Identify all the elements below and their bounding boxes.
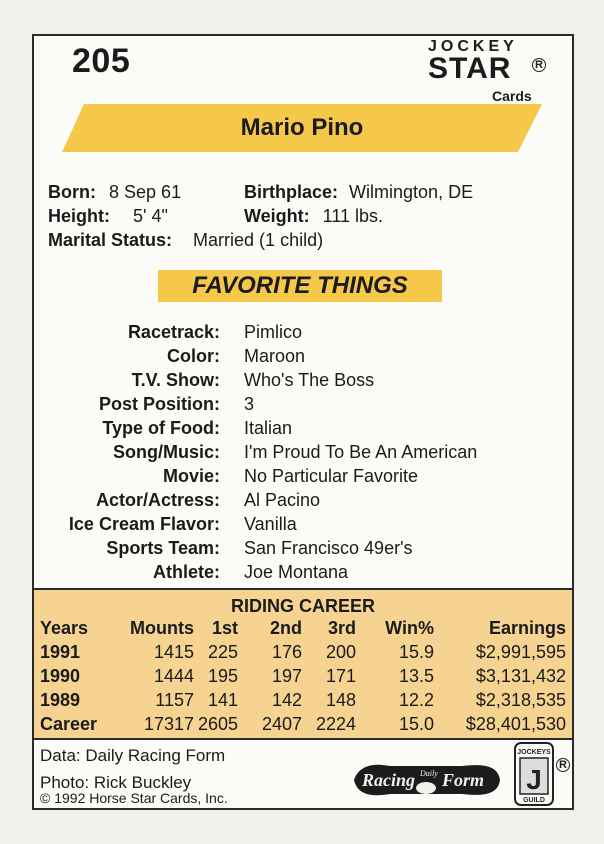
favorite-label: Actor/Actress: [95,490,220,510]
weight-label: Weight: [244,206,310,226]
cell-year: 1990 [40,666,81,686]
guild-letter: J [526,764,542,795]
photo-credit: Photo: Rick Buckley [40,773,192,792]
cell-mounts: 1157 [155,690,194,710]
cell-earnings: $2,991,595 [475,642,566,662]
favorite-row [34,442,574,466]
drf-logo-small: Daily [420,769,438,778]
card-number: 205 [72,42,131,80]
drf-logo-left: Racing [362,770,416,790]
favorite-value: Pimlico [244,322,303,342]
drf-logo-shape [350,758,502,802]
jockeys-guild-shape [514,742,554,806]
favorites-title: FAVORITE THINGS [192,272,408,299]
career-row-total [34,714,572,738]
logo-star-text: STAR [428,52,512,85]
favorite-value: Italian [244,418,293,438]
guild-top-text: JOCKEYS [517,749,551,756]
jockey-name: Mario Pino [240,114,364,141]
favorite-label: Color: [167,346,220,366]
favorite-label: Athlete: [153,562,220,582]
marital-row [48,228,323,253]
height-value: 5' 4" [133,206,168,226]
header-second: 2nd [269,618,302,638]
cell-second: 176 [271,642,302,662]
cell-earnings: $3,131,432 [475,666,566,686]
favorite-label: Racetrack: [127,322,220,342]
favorite-row [34,418,574,442]
favorite-row [34,394,574,418]
cell-third: 171 [325,666,356,686]
favorite-label: Type of Food: [102,418,220,438]
favorite-value: Who's The Boss [244,370,375,390]
born-row [48,180,181,205]
drf-logo-right: Form [442,770,485,790]
guild-bottom-text: GUILD [523,797,545,804]
favorites-banner [158,270,442,302]
jockeys-guild-logo [514,742,554,806]
favorite-label: Ice Cream Flavor: [68,514,220,534]
birthplace-value: Wilmington, DE [349,182,474,202]
cell-first: 225 [207,642,238,662]
card-back [32,34,574,810]
cell-year: 1991 [40,642,81,662]
born-value: 8 Sep 61 [109,182,182,202]
favorite-label: T.V. Show: [131,370,220,390]
favorite-row [34,466,574,490]
career-header-row [34,618,572,642]
cell-mounts: 1415 [153,642,194,662]
favorite-row [34,370,574,394]
header-third: 3rd [327,618,356,638]
data-credit: Data: Daily Racing Form [40,746,226,765]
name-banner [62,104,542,152]
cell-year: Career [40,714,98,734]
born-label: Born: [48,182,96,202]
cell-second: 142 [271,690,302,710]
cell-first: 2605 [197,714,238,734]
career-title: RIDING CAREER [230,596,375,616]
cell-earnings: $28,401,530 [465,714,566,734]
riding-career-table [34,588,572,740]
header-earnings: Earnings [488,618,566,638]
cell-second: 2407 [261,714,302,734]
header-win-pct: Win% [385,618,434,638]
career-row [34,642,572,666]
cell-mounts: 1444 [153,666,194,686]
favorite-value: 3 [244,394,255,414]
favorite-label: Song/Music: [113,442,220,462]
cell-third: 148 [325,690,356,710]
marital-value: Married (1 child) [193,230,324,250]
height-row [48,204,168,229]
favorite-value: Vanilla [244,514,297,534]
copyright: © 1992 Horse Star Cards, Inc. [40,790,228,806]
favorite-value: Maroon [244,346,306,366]
daily-racing-form-logo [350,758,502,802]
cell-mounts: 17317 [143,714,194,734]
birthplace-label: Birthplace: [244,182,339,202]
header-first: 1st [211,618,238,638]
favorite-row [34,514,574,538]
header-mounts: Mounts [130,618,194,638]
favorite-value: San Francisco 49er's [244,538,413,558]
favorite-value: Joe Montana [244,562,349,582]
favorite-row [34,322,574,346]
favorite-value: Al Pacino [244,490,321,510]
favorite-value: No Particular Favorite [244,466,419,486]
career-row [34,690,572,714]
cell-first: 141 [207,690,238,710]
height-label: Height: [48,206,110,226]
favorite-label: Movie: [162,466,220,486]
career-row [34,666,572,690]
cell-win-pct: 12.2 [398,690,434,710]
registered-mark-icon: R [532,58,546,72]
guild-registered-icon: R [556,758,570,772]
cell-first: 195 [207,666,238,686]
cell-year: 1989 [40,690,81,710]
jockey-star-logo [428,38,548,110]
logo-cards-text: Cards [492,88,532,104]
cell-earnings: $2,318,535 [475,690,566,710]
favorite-label: Sports Team: [106,538,220,558]
cell-third: 2224 [315,714,356,734]
weight-row [244,204,383,229]
marital-label: Marital Status: [48,230,173,250]
cell-win-pct: 15.0 [398,714,434,734]
cell-win-pct: 15.9 [398,642,434,662]
cell-win-pct: 13.5 [398,666,434,686]
favorite-row [34,346,574,370]
cell-third: 200 [325,642,356,662]
birthplace-row [244,180,473,205]
credits [40,742,225,796]
favorite-label: Post Position: [99,394,220,414]
header-years: Years [40,618,89,638]
favorite-row [34,490,574,514]
favorite-row [34,538,574,562]
logo-jockey-text: JOCKEY [428,38,518,55]
cell-second: 197 [271,666,302,686]
favorite-row [34,562,574,586]
favorite-value: I'm Proud To Be An American [244,442,478,462]
weight-value: 111 lbs. [322,206,384,226]
